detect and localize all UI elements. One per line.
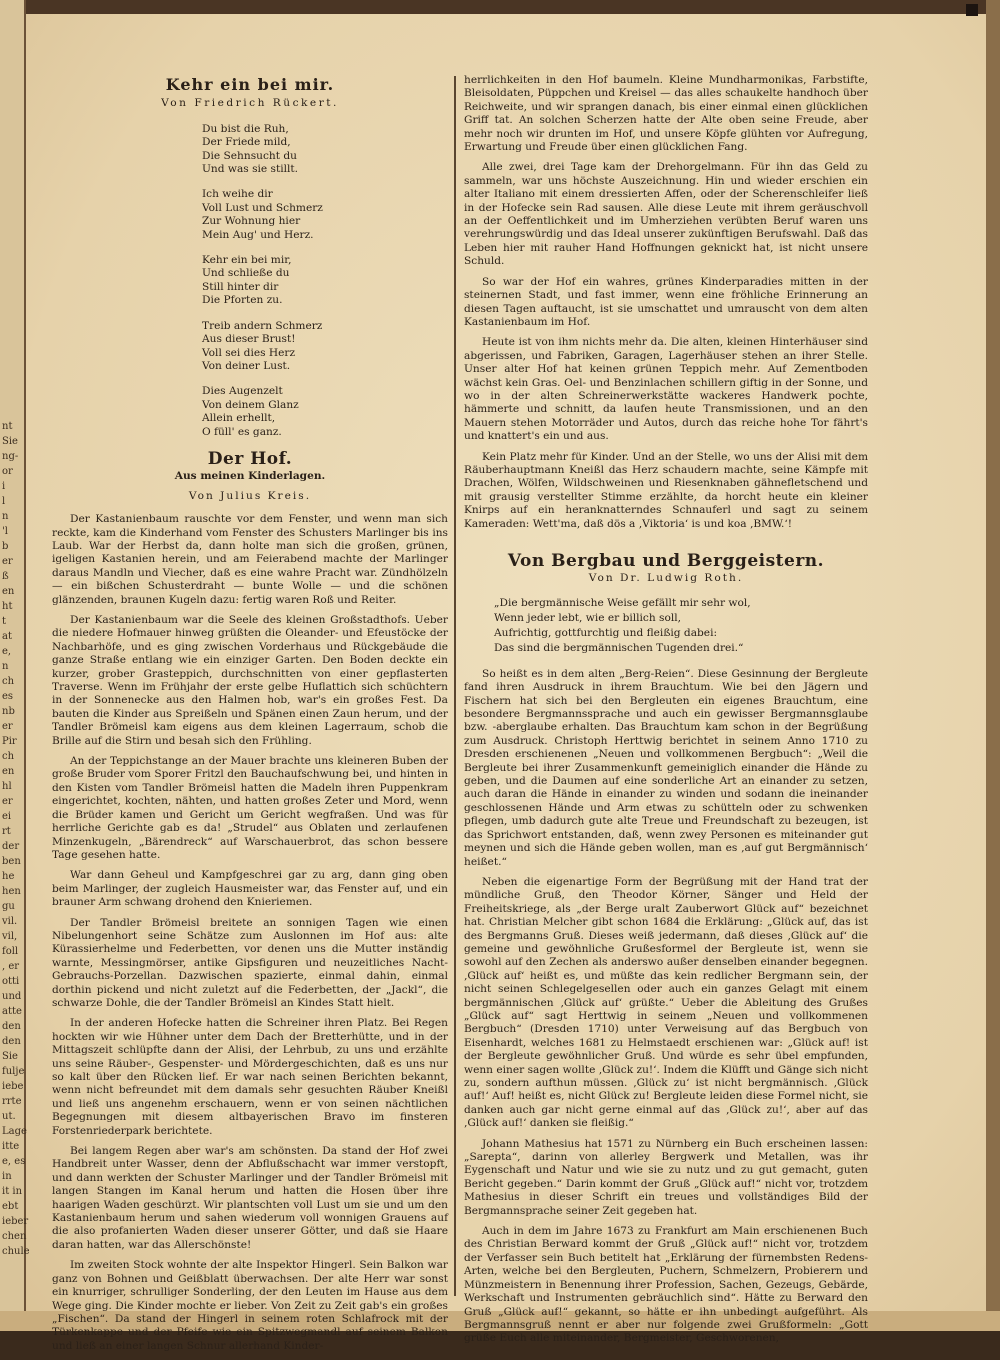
- margin-fragment: er: [2, 721, 13, 732]
- paragraph: Auch in dem im Jahre 1673 zu Frankfurt am Main erschienenen Buch des Christian Berward kommt der Gruß „Glück auf!“ nicht vor, trotzdem der Verfasser sein Buch betitelt hat „Erklärung der fürnembsten Redens-Arten, welche bei den Bergleuten, Puchern, Schmelzern, Probierern und Münzmeistern in Benennung ihrer Profession, Sachen, Gezeugs, Gebärde, Werkschaft und Instrumenten gebräuchlich sind“. Hätte zu Berward den Gruß „Glück auf!“ gekannt, so hätte er ihn unbedingt aufgeführt. Als Bergmannsgruß nennt er aber nur folgende zwei Grußformeln: „Gott grüße Euch alle miteinander, Bergmeister, Geschworenen,: [464, 1225, 868, 1345]
- margin-fragment: ieber: [2, 1216, 29, 1227]
- margin-fragment: l: [2, 496, 6, 507]
- poem-title: Kehr ein bei mir.: [165, 75, 335, 94]
- right-column: [464, 74, 868, 1353]
- poem-line: Die Sehnsucht du: [202, 149, 297, 162]
- paragraph: herrlichkeiten in den Hof baumeln. Kleine Mundharmonikas, Farbstifte, Bleisoldaten, Püppchen und Kreisel — das alles schaukelte handhoch über Reichweite, und wir sprangen danach, bis einer einmal einen glücklichen Griff tat. An solchen Scherzen hatte der Alte oben seine Freude, aber mehr noch wir drunten im Hof, und unsere Köpfe glühten vor Aufregung, Erwartung und Freude über einen glücklichen Fang.: [464, 74, 868, 154]
- margin-fragment: chen: [2, 1231, 27, 1242]
- poem-line: O füll' es ganz.: [202, 425, 282, 438]
- margin-fragment: hen: [2, 886, 21, 897]
- poem-body: [52, 123, 448, 439]
- margin-fragment: er: [2, 796, 13, 807]
- motto-line: Das sind die bergmännischen Tugenden drei.“: [494, 641, 744, 654]
- paragraph: Johann Mathesius hat 1571 zu Nürnberg ein Buch erscheinen lassen: „Sarepta“, darinn von allerley Bergwerk und Metallen, was ihr Eygenschaft und Natur und wie sie zu nutz und zu gut gemacht, guten Bericht gegeben.“ Darin kommt der Gruß „Glück auf!“ nicht vor, trotzdem Mathesius in dieser Schrift ein treues und vollständiges Bild der Bergmannsprache seiner Zeit gegeben hat.: [464, 1137, 868, 1217]
- paragraph: So heißt es in dem alten „Berg-Reien“. Diese Gesinnung der Bergleute fand ihren Ausdruck in ihrem Brauchtum. Wie bei den Jägern und Fischern hat sich bei den Bergleuten ein eigenes Brauchtum, eine besondere Bergmannssprache und auch ein gewisser Bergmannsglaube bzw. -aberglaube erhalten. Das Brauchtum kam schon in der Begrüßung zum Ausdruck. Christoph Herttwig berichtet in seinem Anno 1710 zu Dresden erschienenen „Neuen und vollkommenen Bergbuch“: „Weil die Bergleute bei ihrer Zusammenkunft gemeiniglich einander die Hände zu geben, und die Daumen auf eine sonderliche Art an einander zu setzen, auch daran die Hände in einander zu winden und sodann die ineinander geschlossenen Hände und Arm etwas zu schütteln oder zu schwenken pflegen, umb dadurch gute alte Treue und Freundschaft zu bezeugen, ist das Sprichwort entstanden, daß, wenn zwey Personen es miteinander gut meynen und sich die Hände geben wollen, man es ‚auf gut Bergmännisch‘ heißet.“: [464, 667, 868, 868]
- paragraph: An der Teppichstange an der Mauer brachte uns kleineren Buben der große Bruder vom Sporer Fritzl den Bauchaufschwung bei, und hinten in den Kisten vom Tandler Brömeisl hatten die Madeln ihren Puppenkram eingerichtet, kochten, nähten, und hatten großes Zeter und Mord, wenn die Brüder kamen und Gericht um Gericht wegfraßen. Und was für herrliche Gerichte gab es da! „Strudel“ aus Oblaten und zerlaufenen Minzenkugeln, „Bärendreck“ auf Warschauerbrot, das schon bessere Tage gesehen hatte.: [52, 755, 448, 861]
- paragraph: Kein Platz mehr für Kinder. Und an der Stelle, wo uns der Alisi mit dem Räuberhauptmann Kneißl das Herz schaudern machte, seine Kämpfe mit Drachen, Wölfen, Wildschweinen und Riesenknaben gähnefletschend und mit grausig verstellter Stimme erzählte, da horcht heute ein kleiner Knirps auf ein heranknatterndes Schnauferl und sagt zu seinem Kameraden: Wett'ma, daß dös a ‚Viktoria‘ is und koa ‚BMW.‘!: [464, 450, 868, 530]
- margin-fragment: ch: [2, 676, 15, 687]
- margin-fragment: den: [2, 1021, 21, 1032]
- poem-stanza: [202, 188, 448, 242]
- margin-fragment: n: [2, 661, 9, 672]
- margin-fragment: ng-: [2, 451, 19, 462]
- paragraph: Neben die eigenartige Form der Begrüßung mit der Hand trat der mündliche Gruß, den Theodor Körner, Sänger und Held der Freiheitskriege, als „der Berge uralt Zauberwort Glück auf“ bezeichnet hat. Christian Melcher gibt schon 1684 die Erklärung: „Glück auf, das ist des Bergmanns Gruß. Dieses weiß jedermann, daß dieses ‚Glück auf‘ die gemeine und gewöhnliche Grußesformel der Bergleute ist, wenn sie sowohl auf den Zechen als anderswo außer denselben einander begegnen. ‚Glück auf‘ heißt es, und müßte das kein redlicher Bergmann sein, der nicht seinen Schlegelgesellen oder auch ein ganzes Gelagt mit einem bergmännischen ‚Glück auf‘ grüßte.“ Ueber die Ableitung des Grußes „Glück auf“ sagt Herttwig in seinem „Neuen und vollkommenen Bergbuch“ (Dresden 1710) unter Verweisung auf das Bergbuch von Eisenhardt, welches 1681 zu Helmstaedt erschienen war: „Glück auf! ist der Bergleute gewöhnlicher Gruß. Und würde es sehr übel empfunden, wenn einer sagen wollte ‚Glück zu!‘. Indem die Klüfft und Gänge sich nicht zu, sondern aufthun müssen. ‚Glück zu‘ ist nicht bergmännisch. ‚Glück auf!‘ Auf! heißt es, nicht Glück zu! Bergleute leiden diese Formel nicht, sie danken auch gar nicht gerne einmal auf das ‚Glück zu!‘, aber auf das ‚Glück auf!‘ danken sie fleißig.“: [464, 875, 868, 1130]
- article-subtitle-hof: Aus meinen Kinderlagen.: [174, 470, 326, 483]
- margin-fragment: t: [2, 616, 7, 627]
- margin-fragment: nb: [2, 706, 15, 717]
- paragraph: Der Kastanienbaum rauschte vor dem Fenster, und wenn man sich reckte, kam die Kinderhand vom Fenster des Schusters Marlinger bis ins Laub. War der Herbst da, dann holte man sich die großen, grünen, igeligen Kastanien herein, und am Feierabend machte der Marlinger daraus Mandln und Viecher, daß es eine wahre Pracht war. Zündhölzeln — ein bißchen Schusterdraht — bunte Wolle — und die schönen glänzenden, braunen Kugeln dazu: fertig waren Roß und Reiter.: [52, 513, 448, 606]
- margin-fragment: rrte: [2, 1096, 22, 1107]
- margin-fragment: , er: [2, 961, 20, 972]
- paragraph: Alle zwei, drei Tage kam der Drehorgelmann. Für ihn das Geld zu sammeln, war uns höchste Auszeichnung. Hin und wieder erschien ein alter Italiano mit einem dressierten Affen, oder der Scherenschleifer ließ in der Hofecke sein Rad sausen. Alle diese Leute mit ihrem geräuschvoll an der Oeffentlichkeit und im Umherziehen verübten Beruf waren uns verehrungswürdig und das Ideal unserer zukünftigen Berufswahl. Daß das Leben hier mit rauher Hand Hoffnungen geknickt hat, ist nicht unsere Schuld.: [464, 161, 868, 268]
- margin-fragment: atte: [2, 1006, 22, 1017]
- margin-fragment: und: [2, 991, 22, 1002]
- poem-line: Mein Aug' und Herz.: [202, 228, 314, 241]
- scan-corner-mark: [966, 4, 978, 16]
- paragraph: So war der Hof ein wahres, grünes Kinderparadies mitten in der steinernen Stadt, und fast immer, wenn eine fröhliche Erinnerung an diesen Tagen auftaucht, ist sie umschattet und umrauscht von dem alten Kastanienbaum im Hof.: [464, 275, 868, 328]
- motto-line: „Die bergmännische Weise gefällt mir sehr wol,: [494, 596, 751, 609]
- margin-fragment: ch: [2, 751, 15, 762]
- article-body-hof: [52, 513, 448, 1353]
- paragraph: Der Tandler Brömeisl breitete an sonnigen Tagen wie einen Nibelungenhort seine Schätze zum Auslonnen im Hof aus: alte Kürassierhelme und Federbetten, vor denen uns die Mutter inständig warnte, Messingmörser, antike Gipsfiguren und neuzeitliches Nacht-Gebrauchs-Porzellan. Dazwischen spazierte, einmal dahin, einmal dorthin pickend und nicht zuletzt auf die Federbetten, der „Jackl“, die schwarze Dohle, die der Tandler Brömeisl an Kindes Statt hielt.: [52, 916, 448, 1009]
- scan-right-edge: [986, 0, 1000, 1331]
- margin-fragment: he: [2, 871, 15, 882]
- margin-fragment: ß: [2, 571, 9, 582]
- article-title-bergbau: Von Bergbau und Berggeistern.: [507, 551, 825, 571]
- margin-fragment: vil,: [2, 931, 18, 942]
- margin-fragment: fulje: [2, 1066, 25, 1077]
- poem-line: Von deiner Lust.: [202, 359, 291, 372]
- poem-line: Von deinem Glanz: [202, 398, 299, 411]
- poem-line: Und schließe du: [202, 267, 290, 280]
- margin-fragment: foll: [2, 946, 19, 957]
- poem-line: Treib andern Schmerz: [202, 319, 323, 332]
- poem-line: Du bist die Ruh,: [202, 122, 289, 135]
- poem-line: Zur Wohnung hier: [202, 215, 301, 228]
- margin-fragment: or: [2, 466, 13, 477]
- margin-fragment: nt: [2, 421, 13, 432]
- article-motto: [494, 596, 868, 656]
- margin-fragment: 'l: [2, 526, 8, 537]
- poem-byline: Von Friedrich Rückert.: [161, 97, 339, 110]
- margin-fragment: gu: [2, 901, 15, 912]
- margin-fragment: it in: [2, 1186, 23, 1197]
- margin-fragment: Pir: [2, 736, 17, 747]
- margin-fragment: ben: [2, 856, 21, 867]
- motto-line: Wenn jeder lebt, wie er billich soll,: [494, 611, 681, 624]
- margin-fragment: den: [2, 1036, 21, 1047]
- margin-fragment: itte: [2, 1141, 20, 1152]
- poem-line: Still hinter dir: [202, 280, 279, 293]
- margin-fragment: er: [2, 556, 13, 567]
- poem-line: Ich weihe dir: [202, 188, 273, 201]
- poem-line: Voll Lust und Schmerz: [202, 201, 323, 214]
- margin-fragment: ebt: [2, 1201, 19, 1212]
- margin-fragment: n: [2, 511, 9, 522]
- margin-fragment: rt: [2, 826, 11, 837]
- poem-stanza: [202, 254, 448, 308]
- margin-fragment: vil.: [2, 916, 18, 927]
- margin-fragment: es: [2, 691, 14, 702]
- margin-fragment: der: [2, 841, 20, 852]
- margin-fragment: ei: [2, 811, 12, 822]
- paragraph: War dann Geheul und Kampfgeschrei gar zu arg, dann ging oben beim Marlinger, der zugleich Hausmeister war, das Fenster auf, und ein brauner Arm schwang drohend den Knieriemen.: [52, 869, 448, 909]
- margin-fragment: iebe: [2, 1081, 24, 1092]
- margin-fragment: ht: [2, 601, 13, 612]
- margin-fragment: i: [2, 481, 6, 492]
- poem-stanza: [202, 385, 448, 439]
- margin-fragment: e, es: [2, 1156, 26, 1167]
- margin-fragment: chule: [2, 1246, 30, 1257]
- margin-fragment: ut.: [2, 1111, 16, 1122]
- margin-fragment: Sie: [2, 1051, 18, 1062]
- poem-line: Allein erhellt,: [202, 412, 276, 425]
- poem-stanza: [202, 320, 448, 374]
- margin-fragment: en: [2, 766, 15, 777]
- left-column: [52, 74, 448, 1360]
- poem-line: Die Pforten zu.: [202, 294, 283, 307]
- poem-line: Voll sei dies Herz: [202, 346, 296, 359]
- scan-top-edge: [24, 0, 986, 14]
- adjacent-page-margin: [0, 0, 30, 1331]
- poem-line: Der Friede mild,: [202, 136, 291, 149]
- paragraph: Bei langem Regen aber war's am schönsten. Da stand der Hof zwei Handbreit unter Wasser, denn der Abflußschacht war immer verstopft, und dann werkten der Schuster Marlinger und der Tandler Brömeisl mit langen Stangen im Kanal herum und hatten die Hosen über ihre haarigen Waden geschürzt. Wir plantschten voll Lust um sie und um den Kastanienbaum herum und sahen wiederum voll wonnigen Grauens auf die also profanierten Waden dieser unserer Götter, und daß sie Haare daran hatten, war das Allerschönste!: [52, 1145, 448, 1251]
- poem-stanza: [202, 123, 448, 177]
- article-body-bergbau: [464, 668, 868, 1346]
- margin-fragment: Lage: [2, 1126, 27, 1137]
- article-byline-bergbau: Von Dr. Ludwig Roth.: [588, 572, 744, 585]
- motto-line: Aufrichtig, gottfurchtig und fleißig dabei:: [494, 626, 718, 639]
- column-divider: [454, 76, 456, 1296]
- margin-fragment: in: [2, 1171, 12, 1182]
- margin-fragment: e,: [2, 646, 12, 657]
- margin-fragment: hl: [2, 781, 12, 792]
- margin-fragment: b: [2, 541, 9, 552]
- poem-line: Aus dieser Brust!: [202, 333, 296, 346]
- poem-line: Und was sie stillt.: [202, 163, 299, 176]
- paragraph: Der Kastanienbaum war die Seele des kleinen Großstadthofs. Ueber die niedere Hofmauer hinweg grüßten die Oleander- und Efeustöcke der Nachbarhöfe, und es ging zwischen Vorderhaus und Rückgebäude die ganze Straße entlang wie ein einziger Garten. Den Boden deckte ein kurzer, grober Grasteppich, durchschnitten von einer gepflasterten Traverse. Wenn im Frühjahr der erste gelbe Huflattich sich schüchtern in der Sonnenecke aus den Halmen hob, war's ein großes Fest. Da bauten die Kinder aus Spreißeln und Spänen einen Zaun herum, und der Tandler Brömeisl kam eigens aus dem kleinen Lagerraum, schob die Brille auf die Stirn und besah sich den Frühling.: [52, 614, 448, 747]
- article-body-hof-continued: [464, 74, 868, 531]
- poem-line: Dies Augenzelt: [202, 385, 283, 398]
- article-byline-hof: Von Julius Kreis.: [188, 489, 312, 502]
- article-title-hof: Der Hof.: [207, 448, 293, 469]
- margin-fragment: otti: [2, 976, 20, 987]
- poem-line: Kehr ein bei mir,: [202, 254, 292, 267]
- margin-fragment: en: [2, 586, 15, 597]
- paragraph: Heute ist von ihm nichts mehr da. Die alten, kleinen Hinterhäuser sind abgerissen, und Fabriken, Garagen, Lagerhäuser stehen an ihrer Stelle. Unser alter Hof hat keinen grünen Teppich mehr. Auf Zementboden wächst kein Gras. Oel- und Benzinlachen schillern giftig in der Sonne, und wo in der alten Schreinerwerkstätte wackeres Handwerk pochte, hämmerte und schnitt, da laufen heute Transmissionen, und an den Mauern stehen Motorräder und Autos, durch das reiche hohe Tor fährt's und knattert's ein und aus.: [464, 336, 868, 443]
- margin-fragment: Sie: [2, 436, 18, 447]
- paragraph: Im zweiten Stock wohnte der alte Inspektor Hingerl. Sein Balkon war ganz von Bohnen und Geißblatt überwachsen. Der alte Herr war sonst ein knurriger, schrulliger Sonderling, der den Leuten im Hause aus dem Wege ging. Die Kinder mochte er lieber. Von Zeit zu Zeit gab's ein großes „Fischen“. Da stand der Hingerl in seinem roten Schlafrock mit der Türkenkappe und der Pfeife wie ein Spitzwegmandl auf seinem Balkon und ließ an einer langen Schnur allerhand Kinder-: [52, 1259, 448, 1352]
- margin-fragment: at: [2, 631, 12, 642]
- paragraph: In der anderen Hofecke hatten die Schreiner ihren Platz. Bei Regen hockten wir wie Hühner unter dem Dach der Bretterhütte, und in der Mittagszeit schlüpfte dann der Alisi, der Lehrbub, zu uns und erzählte uns seine Räuber-, Gespenster- und Mördergeschichten, daß es uns nur so kalt über den Rücken lief. Er war nach seinen Berichten bekannt, wenn nicht befreundet mit dem damals sehr gesuchten Räuber Kneißl und ließ uns angenehm erschauern, wenn er von seinen nächtlichen Begegnungen mit diesem altbayerischen Bravo im finsteren Forstenriederpark berichtete.: [52, 1017, 448, 1137]
